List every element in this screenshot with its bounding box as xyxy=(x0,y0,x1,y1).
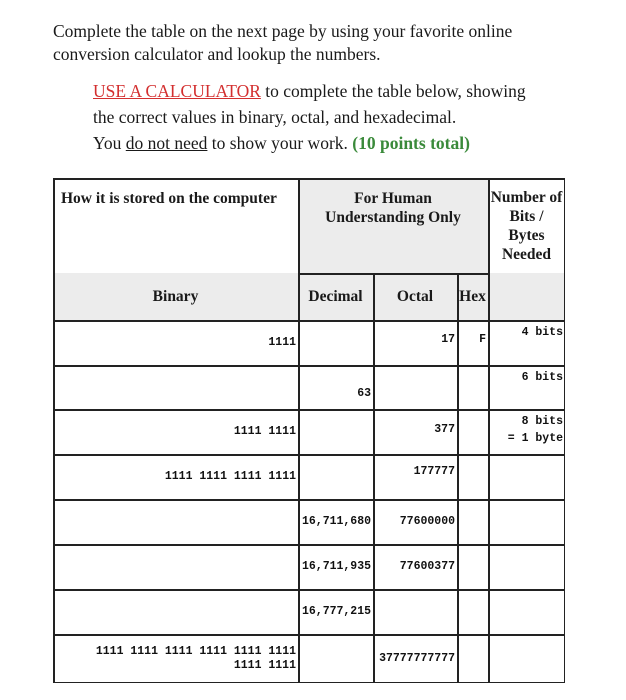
header-decimal: Decimal xyxy=(308,288,363,305)
row-divider-7 xyxy=(53,634,565,636)
cell-bits: 6 bits xyxy=(521,371,563,384)
row-divider-5 xyxy=(53,544,565,546)
header-binary: Binary xyxy=(152,288,199,305)
cell-bits-line-2: = 1 byte xyxy=(507,432,563,445)
table-border-left xyxy=(53,178,55,683)
cell-decimal: 63 xyxy=(357,387,371,400)
row-divider-3 xyxy=(53,454,565,456)
cell-binary: 1111 1111 1111 1111 1111 1111 xyxy=(95,645,296,658)
header-bits: Number of Bits / Bytes Needed xyxy=(490,189,563,263)
cell-binary: 1111 1111 xyxy=(233,425,296,438)
row-divider-1 xyxy=(53,365,565,367)
cell-bits: 4 bits xyxy=(521,326,563,339)
instructions xyxy=(93,78,613,156)
cell-binary: 1111 1111 1111 1111 xyxy=(164,470,296,483)
cell-binary: 1111 xyxy=(268,336,296,349)
table-border-right xyxy=(564,178,566,683)
cell-binary-line-2: 1111 1111 xyxy=(233,659,296,672)
instruction-line-3-a: You xyxy=(93,133,126,153)
cell-decimal: 16,711,680 xyxy=(301,515,371,528)
intro-line-1: Complete the table on the next page by using your favorite online xyxy=(53,21,513,41)
header-stored: How it is stored on the computer xyxy=(61,189,277,207)
header-hex: Hex xyxy=(459,288,486,305)
calculator-link[interactable]: USE A CALCULATOR xyxy=(93,81,261,101)
cell-decimal: 16,777,215 xyxy=(301,605,371,618)
cell-octal: 377 xyxy=(434,423,455,436)
cell-octal: 37777777777 xyxy=(379,652,455,665)
intro-line-2: conversion calculator and lookup the numbers. xyxy=(53,44,381,64)
divider-subheader xyxy=(298,273,488,275)
cell-octal: 177777 xyxy=(413,465,455,478)
row-divider-0 xyxy=(53,320,565,322)
row-divider-4 xyxy=(53,499,565,501)
cell-octal: 77600377 xyxy=(399,560,455,573)
instruction-line-1-rest: to complete the table below, showing xyxy=(260,81,526,101)
do-not-need-emphasis: do not need xyxy=(125,133,208,153)
conversion-table xyxy=(53,178,565,683)
intro-text xyxy=(53,20,613,66)
cell-octal: 77600000 xyxy=(399,515,455,528)
instruction-line-3-b: to show your work. xyxy=(207,133,353,153)
header-octal: Octal xyxy=(396,288,434,305)
cell-decimal: 16,711,935 xyxy=(301,560,371,573)
instruction-line-1 xyxy=(93,78,613,104)
instruction-line-2: the correct values in binary, octal, and hexadecimal. xyxy=(93,107,457,127)
cell-octal: 17 xyxy=(441,333,455,346)
instruction-line-3 xyxy=(93,130,613,156)
cell-hex: F xyxy=(479,333,486,346)
row-divider-2 xyxy=(53,409,565,411)
row-divider-6 xyxy=(53,589,565,591)
cell-bits: 8 bits xyxy=(521,415,563,428)
divider-hex-bits xyxy=(488,178,490,683)
header-human: For Human Understanding Only xyxy=(325,190,461,226)
points-total: (10 points total) xyxy=(352,133,470,153)
